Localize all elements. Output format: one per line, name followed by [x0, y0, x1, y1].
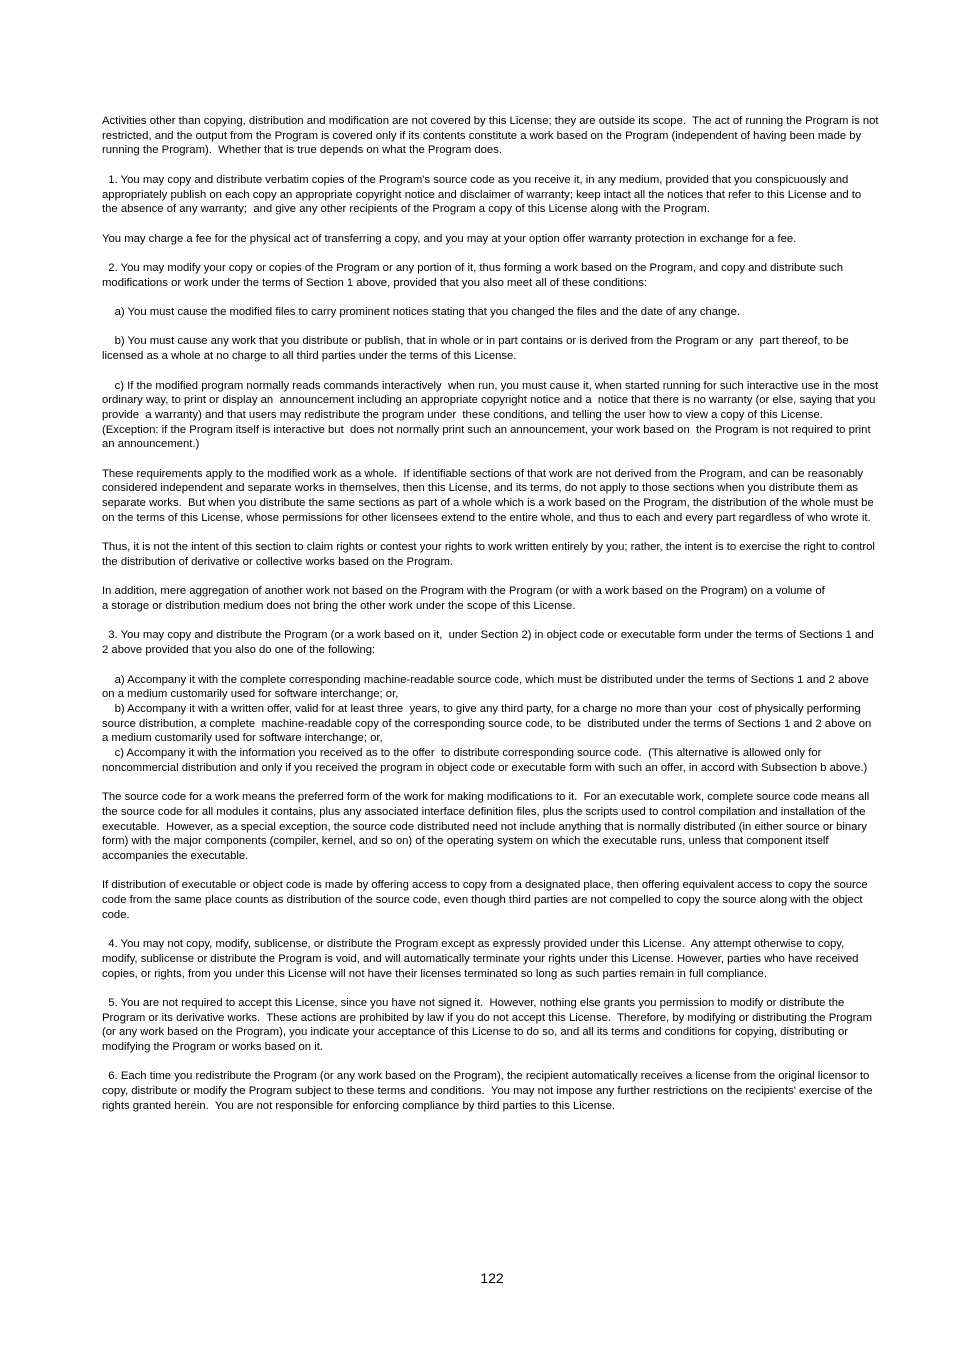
page-number: 122: [480, 1270, 504, 1286]
paragraph-section-2b: b) You must cause any work that you distribute or publish, that in whole or in part contains or is derived from the Program or any part thereof, to be licensed as a whole at no charge to all third parties under the terms of this License.: [102, 335, 852, 363]
paragraph-section-1: 1. You may copy and distribute verbatim copies of the Program's source code as you receive it, in any medium, provided that you conspicuously and appropriately publish on each copy an appropriate copyright notice and disclaimer of warranty; keep intact all the notices that refer to this License and to the absence of any warranty; and give any other recipients of the Program a copy of this License along with the Program.: [102, 173, 865, 216]
paragraph-section-3-options: a) Accompany it with the complete corresponding machine-readable source code, which must be distributed under the terms of Sections 1 and 2 above on a medium customarily used for software interchange; or, b) Accompany it with a written offer, valid for at least three years, to give any third party, for a charge no more than your cost of physically performing source distribution, a complete machine-readable copy of the corresponding source code, to be distributed under the terms of Sections 1 and 2 above on a medium customarily used for software interchange; or, c) Accompany it with the information you received as to the offer to distribute corresponding source code. (This alternative is allowed only for noncommercial distribution and only if you received the program in object code or executable form with such an offer, in accord with Subsection b above.): [102, 673, 872, 774]
paragraph-intent: Thus, it is not the intent of this section to claim rights or contest your rights to work written entirely by you; rather, the intent is to exercise the right to control the distribution of derivative or collective works based on the Program.: [102, 541, 879, 568]
paragraph-scope: Activities other than copying, distribution and modification are not covered by this License; they are outside its scope. The act of running the Program is not restricted, and the output from the Program is covered only if its contents constitute a work based on the Program (independent of having been made by running the Program). Whether that is true depends on what the Program does.: [102, 115, 882, 157]
paragraph-aggregation: In addition, mere aggregation of another work not based on the Program with the Program (or with a work based on the Program) on a volume of a storage or distribution medium does not bring the other work under the scope of this License.: [102, 585, 825, 613]
license-text-body: [102, 114, 880, 1128]
paragraph-fee: You may charge a fee for the physical act of transferring a copy, and you may at your option offer warranty protection in exchange for a fee.: [102, 232, 797, 245]
paragraph-section-5: 5. You are not required to accept this License, since you have not signed it. However, nothing else grants you permission to modify or distribute the Program or its derivative works. These actions are prohibited by law if you do not accept this License. Therefore, by modifying or distributing the Program (or any work based on the Program), you indicate your acceptance of this License to do so, and all its terms and conditions for copying, distributing or modifying the Program or works based on it.: [102, 996, 876, 1054]
paragraph-section-6: 6. Each time you redistribute the Program (or any work based on the Program), the recipient automatically receives a license from the original licensor to copy, distribute or modify the Program subject to these terms and conditions. You may not impose any further restrictions on the recipients' exercise of the rights granted herein. You are not responsible for enforcing compliance by third parties to this License.: [102, 1070, 876, 1112]
paragraph-section-2: 2. You may modify your copy or copies of the Program or any portion of it, thus forming a work based on the Program, and copy and distribute such modifications or work under the terms of Section 1 above, provided that you also meet all of these conditions:: [102, 261, 847, 289]
paragraph-distribution-access: If distribution of executable or object code is made by offering access to copy from a designated place, then offering equivalent access to copy the source code from the same place counts as distribution of the source code, even though third parties are not compelled to copy the source along with the object code.: [102, 879, 871, 921]
paragraph-section-3: 3. You may copy and distribute the Program (or a work based on it, under Section 2) in object code or executable form under the terms of Sections 1 and 2 above provided that you also do one of the following:: [102, 629, 877, 657]
paragraph-source-code: The source code for a work means the preferred form of the work for making modifications to it. For an executable work, complete source code means all the source code for all modules it contains, plus any associated interface definition files, plus the scripts used to control compilation and installation of the executable. However, as a special exception, the source code distributed need not include anything that is normally distributed (in either source or binary form) with the major components (compiler, kernel, and so on) of the operating system on which the executable runs, unless that component itself accompanies the executable.: [102, 791, 870, 862]
paragraph-section-2a: a) You must cause the modified files to carry prominent notices stating that you changed the files and the date of any change.: [102, 306, 741, 319]
paragraph-requirements: These requirements apply to the modified work as a whole. If identifiable sections of that work are not derived from the Program, and can be reasonably considered independent and separate works in themselves, then this License, and its terms, do not apply to those sections when you distribute them as separate works. But when you distribute the same sections as part of a whole which is a work based on the Program, the distribution of the whole must be on the terms of this License, whose permissions for other licensees extend to the entire whole, and thus to each and every part regardless of who wrote it.: [102, 467, 877, 524]
paragraph-section-2c: c) If the modified program normally reads commands interactively when run, you must cause it, when started running for such interactive use in the most ordinary way, to print or display an announcement including an appropriate copyright notice and a notice that there is no warranty (or else, saying that you provide a warranty) and that users may redistribute the program under these conditions, and telling the user how to view a copy of this License. (Exception: if the Program itself is interactive but does not normally print such an announcement, your work based on the Program is not required to print an announcement.): [102, 379, 882, 451]
paragraph-section-4: 4. You may not copy, modify, sublicense, or distribute the Program except as expressly provided under this License. Any attempt otherwise to copy, modify, sublicense or distribute the Program is void, and will automatically terminate your rights under this License. However, parties who have received copies, or rights, from you under this License will not have their licenses terminated so long as such parties remain in full compliance.: [102, 938, 862, 980]
